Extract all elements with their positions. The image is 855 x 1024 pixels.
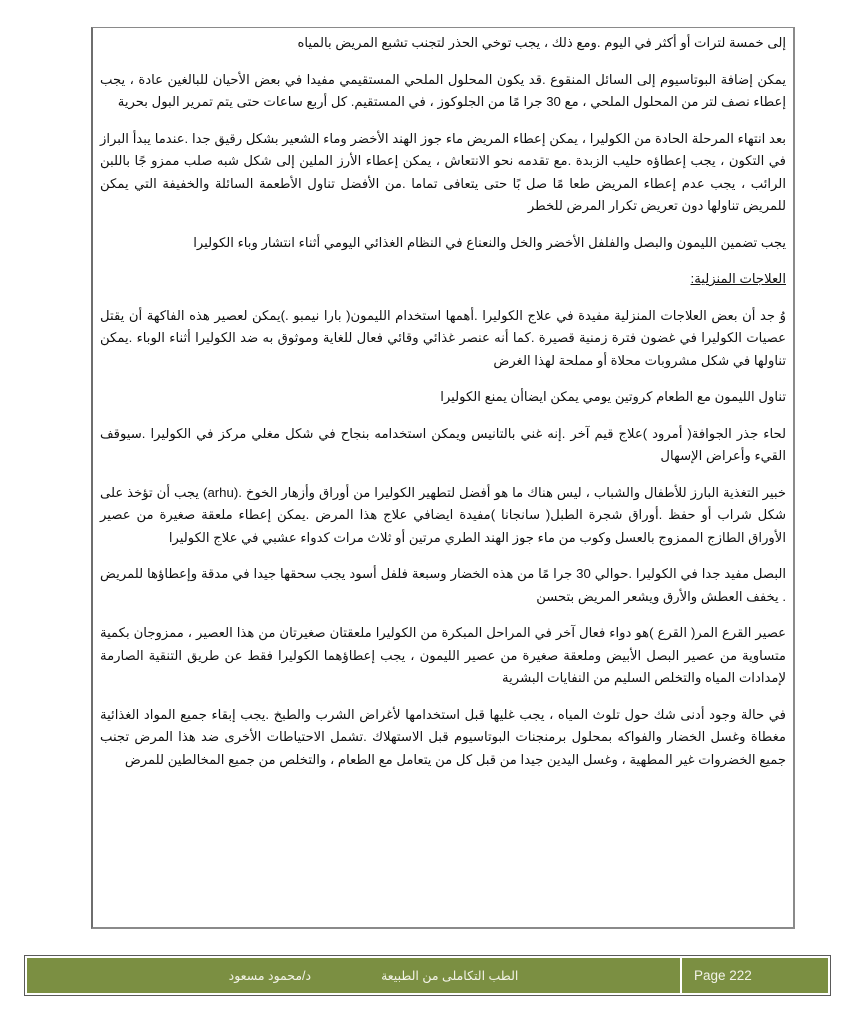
page-number: Page 222: [694, 968, 752, 983]
paragraph: بعد انتهاء المرحلة الحادة من الكوليرا ، يمكن إعطاء المريض ماء جوز الهند الأخضر وماء الشعير بشكل رقيق جدا .عندما يبدأ البراز في التكون ، يجب إعطاؤه حليب الزبدة .مع تقدمه نحو الانتعاش ، يمكن إعطاء الأرز الملين إلى شكل شبه صلب ممزو جًا باللبن الرائب ، يجب عدم إعطاء المريض طعا مًا صل بًا حتى يتعافى تماما .من الأفضل تناول الأطعمة السائلة والخفيفة التي يمكن للمريض تناولها دون تعريض تكرار المرض للخطر: [100, 130, 786, 213]
footer-title-cell: [27, 958, 680, 993]
paragraph: إلى خمسة لترات أو أكثر في اليوم .ومع ذلك ، يجب توخي الحذر لتجنب تشبع المريض بالمياه: [297, 35, 786, 50]
paragraph: تناول الليمون مع الطعام كروتين يومي يمكن ايضاأن يمنع الكوليرا: [440, 389, 786, 404]
footer-author: د/محمود مسعود: [228, 969, 312, 983]
paragraph: يجب تضمين الليمون والبصل والفلفل الأخضر والخل والنعناع في النظام الغذائي اليومي أثناء انتشار وباء الكوليرا: [193, 234, 786, 250]
footer-book-title: الطب التكاملى من الطبيعة: [381, 969, 519, 983]
paragraph: خبير التغذية البارز للأطفال والشباب ، ليس هناك ما هو أفضل لتطهير الكوليرا من أوراق وأزهار الخوخ .(arhu) يجب أن تؤخذ على شكل شراب أو حفظ .أوراق شجرة الطبل( سانجانا )مفيدة ايضافي علاج هذا المرض .يمكن إعطاء ملعقة صغيرة من عصير الأوراق الطازج الممزوج بالعسل وكوب من ماء جوز الهند الطري مرتين أو ثلاث مرات كدواء عشبي في علاج الكوليرا: [100, 484, 786, 545]
paragraph: لحاء جذر الجوافة( أمرود )علاج قيم آخر .إنه غني بالتانيس ويمكن استخدامه بنجاح في شكل مغلي مركز في الكوليرا .سيوقف القيء وأعراض الإسهال: [100, 425, 786, 463]
footer-page-cell: [682, 958, 828, 993]
paragraph: في حالة وجود أدنى شك حول تلوث المياه ، يجب غليها قبل استخدامها لأغراض الشرب والطبخ .يجب إبقاء جميع المواد الغذائية مغطاة وغسل الخضار والفواكه بمحلول برمنجنات البوتاسيوم قبل الاستهلاك .تشمل الاحتياطات الأخرى ضد هذا المرض تجنب جميع الخضروات غير المطهية ، وغسل اليدين جيدا من قبل كل من يتعامل مع الطعام ، والتخلص من جميع المخالطين للمرض: [100, 706, 786, 767]
document-content-frame: [91, 27, 795, 929]
section-heading: العلاجات المنزلية:: [690, 271, 786, 286]
page-footer: [24, 955, 831, 996]
paragraph: وُ جد أن بعض العلاجات المنزلية مفيدة في علاج الكوليرا .أهمها استخدام الليمون( بارا نيمبو .)يمكن لعصير هذه الفاكهة أن يقتل عصيات الكوليرا في غضون فترة زمنية قصيرة .كما أنه عنصر غذائي وقائي فعال للغاية وموثوق به ضد الكوليرا أثناء الوباء .يمكن تناولها في شكل مشروبات محلاة أو مملحة لهذا الغرض: [100, 307, 786, 368]
paragraph: البصل مفيد جدا في الكوليرا .حوالي 30 جرا مًا من هذه الخضار وسبعة فلفل أسود يجب سحقها جيدا في مدقة وإعطاؤها للمريض . يخفف العطش والأرق ويشعر المريض بتحسن: [100, 566, 786, 604]
paragraph: يمكن إضافة البوتاسيوم إلى السائل المنقوع .قد يكون المحلول الملحي المستقيمي مفيدا في بعض الأحيان للبالغين عادة ، يجب إعطاء نصف لتر من المحلول الملحي ، مع 30 جرا مًا من الجلوكوز ، في المستقيم. كل أربع ساعات حتى يتم تمرير البول بحرية: [100, 71, 786, 109]
paragraph: عصير القرع المر( القرع )هو دواء فعال آخر في المراحل المبكرة من الكوليرا ملعقتان صغيرتان من هذا العصير ، ممزوجان بكمية متساوية من عصير البصل الأبيض وملعقة صغيرة من عصير الليمون ، يجب إعطاؤهما الكوليرا فقط عن طريق التنقية الصارمة لإمدادات المياه والتخلص السليم من النفايات البشرية: [100, 625, 786, 685]
